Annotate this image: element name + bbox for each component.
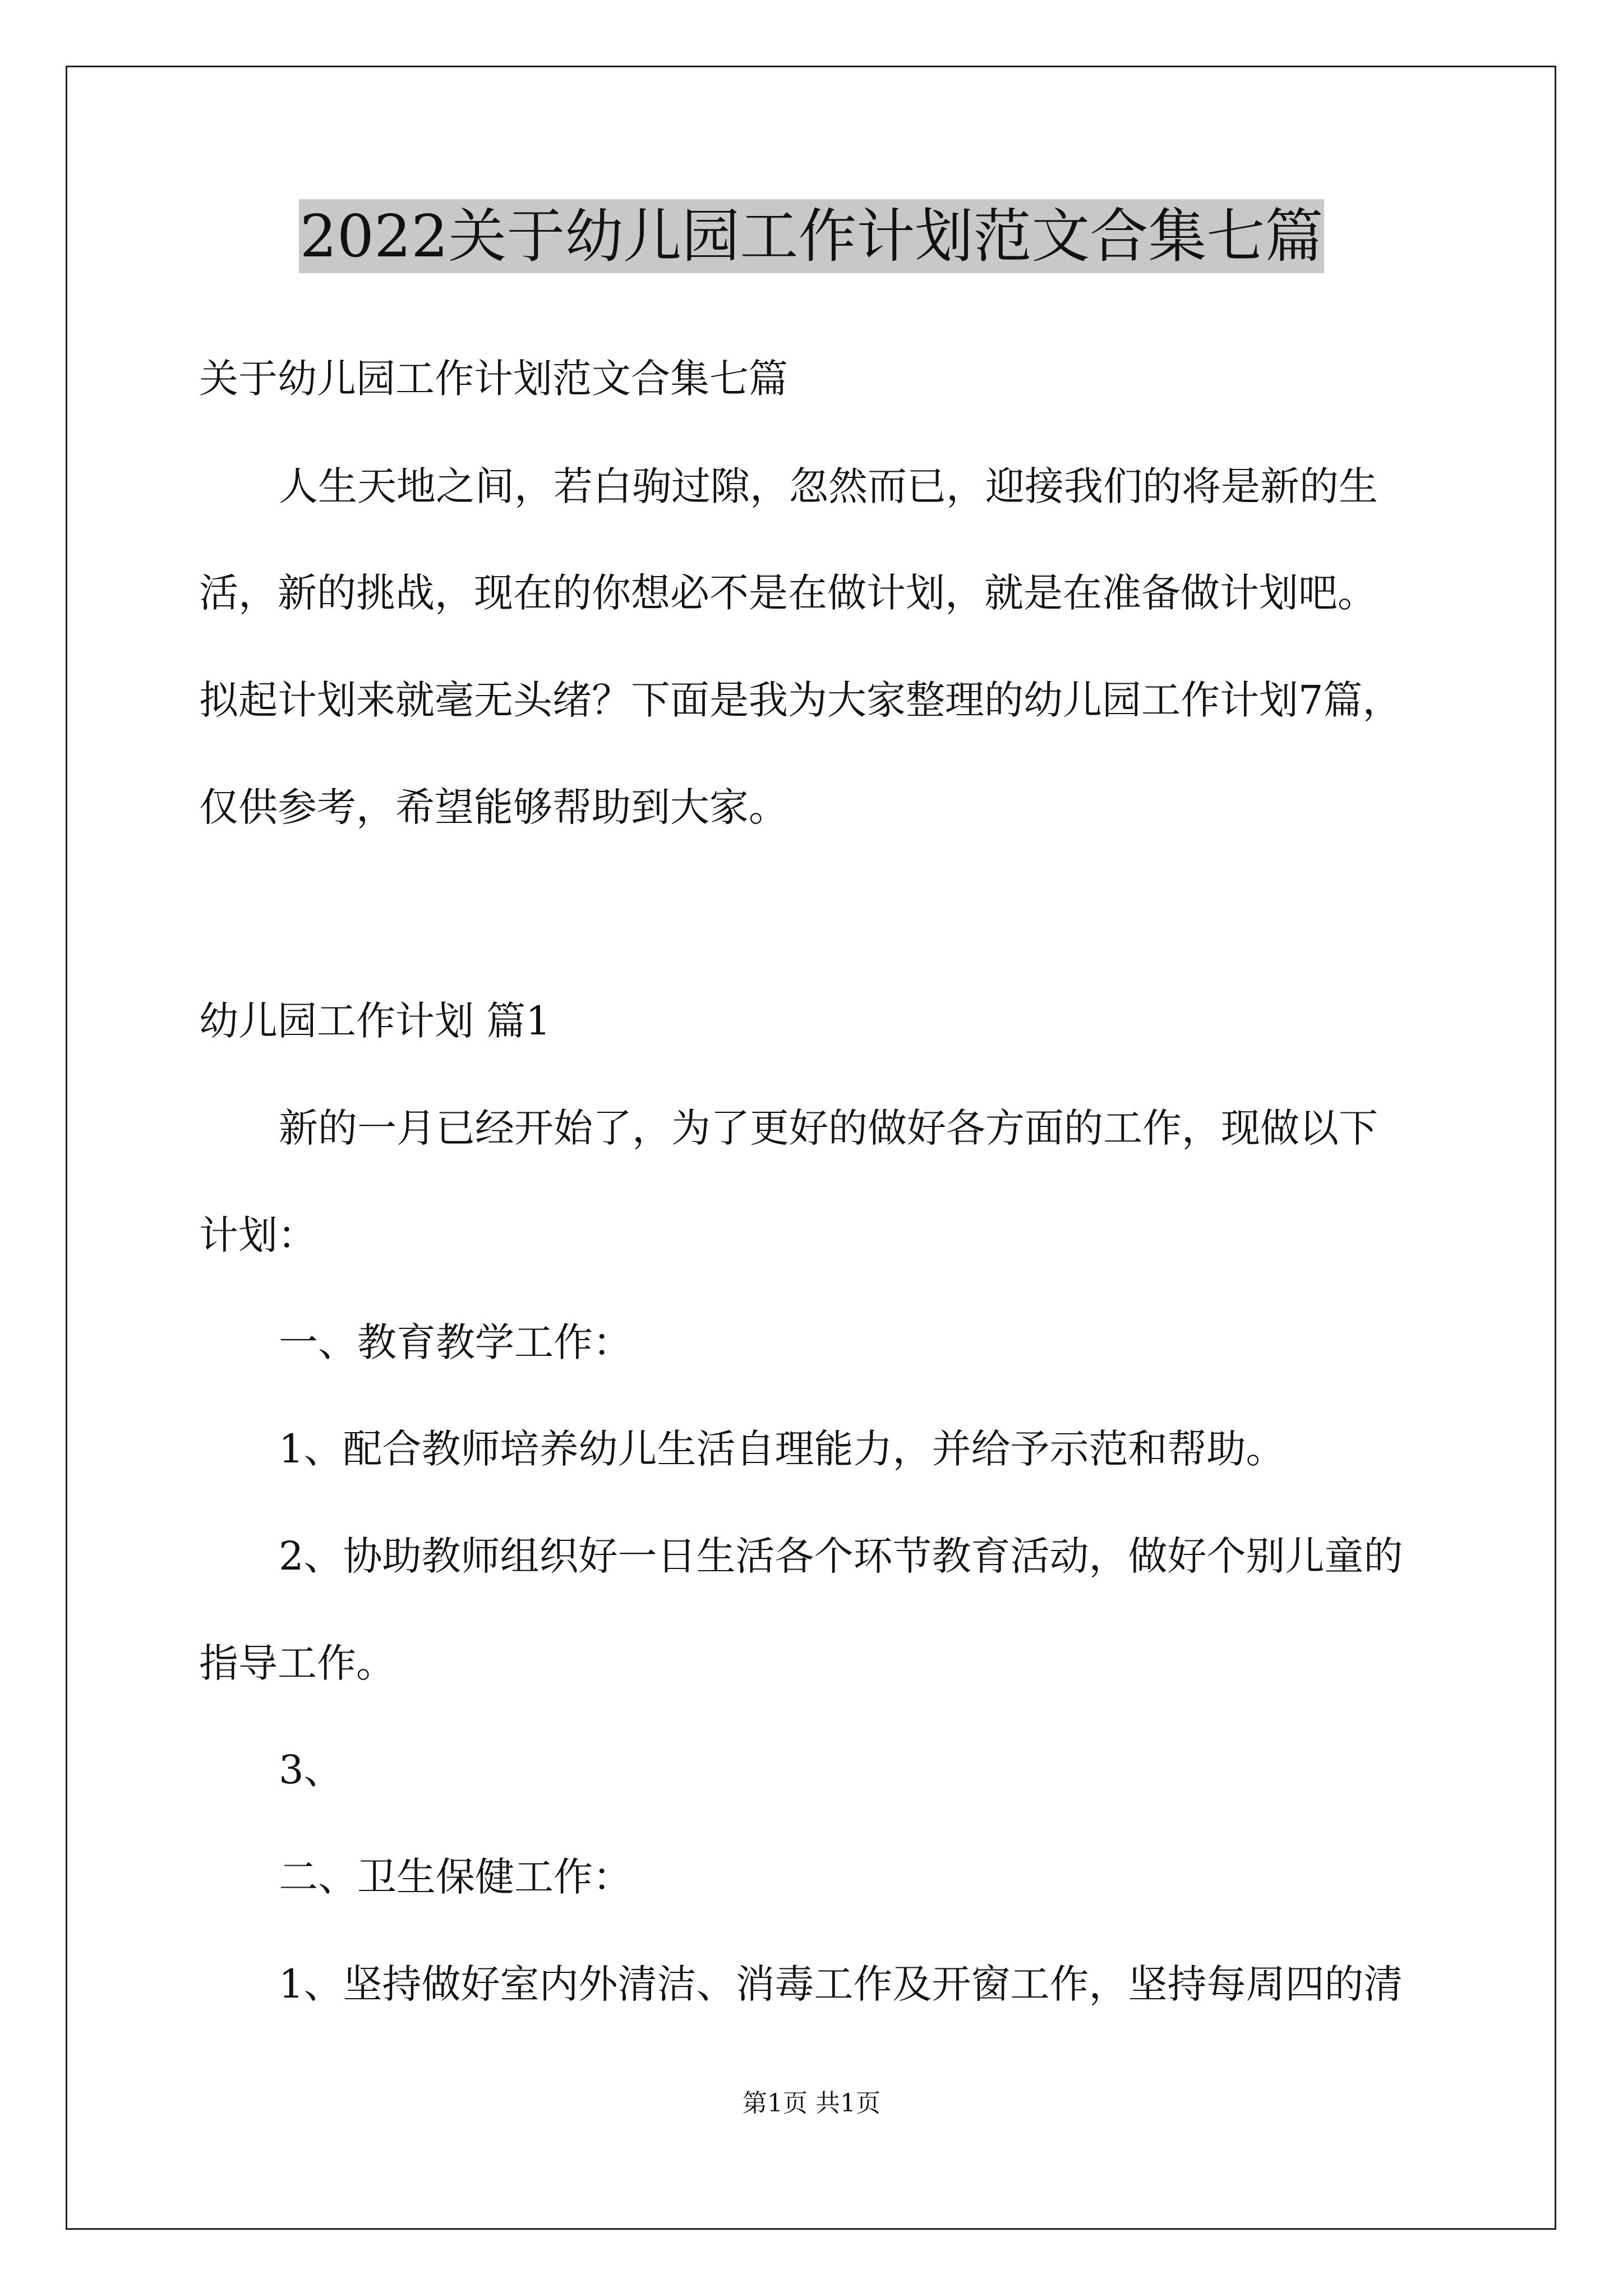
list-item: 1、坚持做好室内外清洁、消毒工作及开窗工作，坚持每周四的清 (279, 1961, 1403, 2007)
list-item: 2、协助教师组织好一日生活各个环节教育活动，做好个别儿童的 (279, 1533, 1403, 1579)
paragraph-line: 仅供参考，希望能够帮助到大家。 (199, 784, 788, 830)
list-heading: 一、教育教学工作： (279, 1319, 632, 1365)
list-item: 3、 (279, 1747, 343, 1793)
paragraph-line: 人生天地之间，若白驹过隙，忽然而已，迎接我们的将是新的生 (279, 463, 1378, 509)
title-wrapper (0, 199, 1623, 273)
document-title: 2022关于幼儿园工作计划范文合集七篇 (299, 199, 1325, 273)
page-footer: 第1页 共1页 (743, 2089, 880, 2118)
paragraph-line: 拟起计划来就毫无头绪？下面是我为大家整理的幼儿园工作计划7篇， (199, 677, 1402, 723)
paragraph-line: 计划： (199, 1212, 317, 1258)
paragraph-line: 指导工作。 (199, 1640, 395, 1686)
subtitle-line: 关于幼儿园工作计划范文合集七篇 (199, 356, 788, 402)
section-heading: 幼儿园工作计划 篇1 (199, 998, 551, 1044)
list-item: 1、配合教师培养幼儿生活自理能力，并给予示范和帮助。 (279, 1426, 1285, 1472)
paragraph-line: 新的一月已经开始了，为了更好的做好各方面的工作，现做以下 (279, 1105, 1378, 1151)
list-heading: 二、卫生保健工作： (279, 1854, 632, 1900)
paragraph-line: 活，新的挑战，现在的你想必不是在做计划，就是在准备做计划吧。 (199, 570, 1377, 616)
